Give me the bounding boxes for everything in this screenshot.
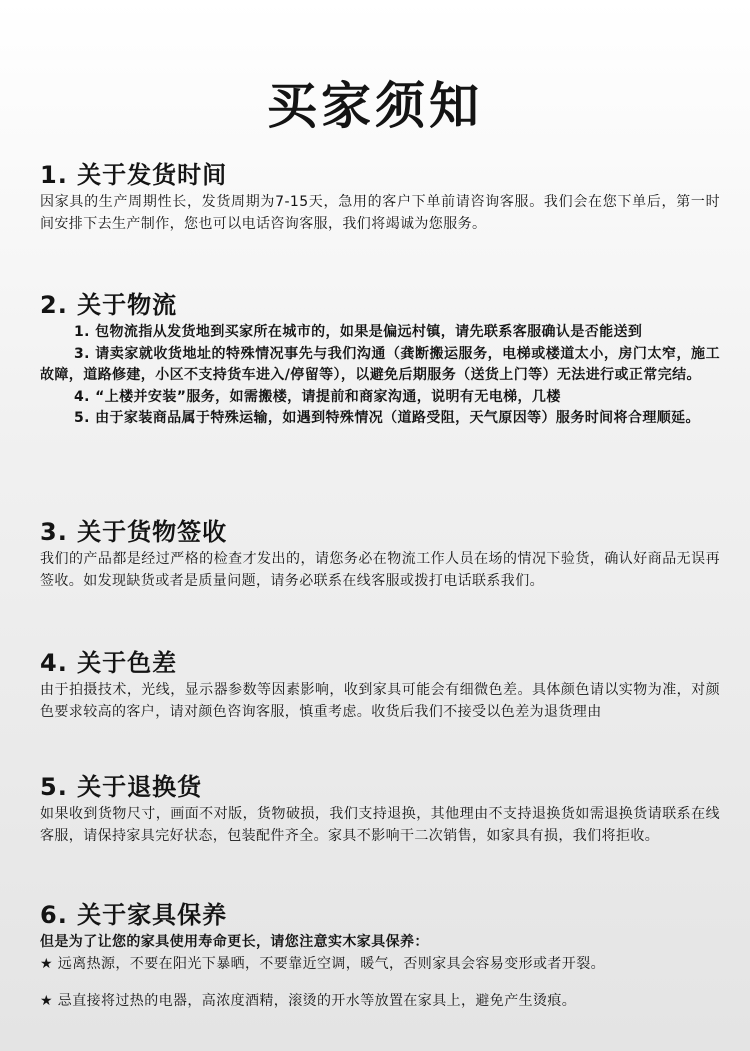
section-furniture-care [40,900,720,1013]
section-heading: 3. 关于货物签收 [40,518,228,546]
section-heading: 1. 关于发货时间 [40,161,228,189]
care-tip: ★ 远离热源，不要在阳光下暴晒，不要靠近空调，暖气，否则家具会容易变形或者开裂。 [40,955,605,972]
section-heading: 2. 关于物流 [40,291,178,319]
section-paragraph: 1. 包物流指从发货地到买家所在城市的，如果是偏远村镇，请先联系客服确认是否能送到 [74,324,643,340]
section-paragraph: 由于拍摄技术，光线，显示器参数等因素影响，收到家具可能会有细微色差。具体颜色请以实物为准，对颜色要求较高的客户，请对颜色咨询客服，慎重考虑。收货后我们不接受以色差为退货理由 [40,682,720,720]
section-logistics [40,290,720,430]
section-paragraph: 4. “上楼并安装”服务，如需搬楼，请提前和商家沟通，说明有无电梯，几楼 [74,388,561,405]
section-returns [40,772,720,847]
page-title: 买家须知 [267,77,483,135]
section-paragraph: 我们的产品都是经过严格的检查才发出的，请您务必在物流工作人员在场的情况下验货，确认好商品无误再签收。如发现缺货或者是质量问题，请务必联系在线客服或拨打电话联系我们。 [40,551,720,589]
care-tip: ★ 忌直接将过热的电器，高浓度酒精，滚烫的开水等放置在家具上，避免产生烫痕。 [40,993,577,1009]
section-receipt [40,517,720,592]
section-heading: 4. 关于色差 [40,649,178,677]
section-heading: 6. 关于家具保养 [40,901,228,929]
section-paragraph: 如果收到货物尺寸，画面不对版，货物破损，我们支持退换，其他理由不支持退换货如需退换货请联系在线客服，请保持家具完好状态，包装配件齐全。家具不影响干二次销售，如家具有损，我们将拒收。 [40,806,720,844]
section-intro: 但是为了让您的家具使用寿命更长，请您注意实木家具保养： [40,934,429,950]
section-paragraph: 5. 由于家装商品属于特殊运输，如遇到特殊情况（道路受阻，天气原因等）服务时间将合理顺延。 [74,410,700,426]
section-heading: 5. 关于退换货 [40,773,203,801]
section-paragraph: 3. 请卖家就收货地址的特殊情况事先与我们沟通（龚断搬运服务，电梯或楼道太小，房门太窄，施工故障，道路修建，小区不支持货车进入/停留等），以避免后期服务（送货上门等）无法进行或正常完结。 [40,345,720,383]
section-color-difference [40,648,720,723]
section-paragraph: 因家具的生产周期性长，发货周期为7-15天，急用的客户下单前请咨询客服。我们会在您下单后，第一时间安排下去生产制作，您也可以电话咨询客服，我们将竭诚为您服务。 [40,194,720,232]
section-shipping-time [40,160,720,235]
spacer [40,975,720,991]
